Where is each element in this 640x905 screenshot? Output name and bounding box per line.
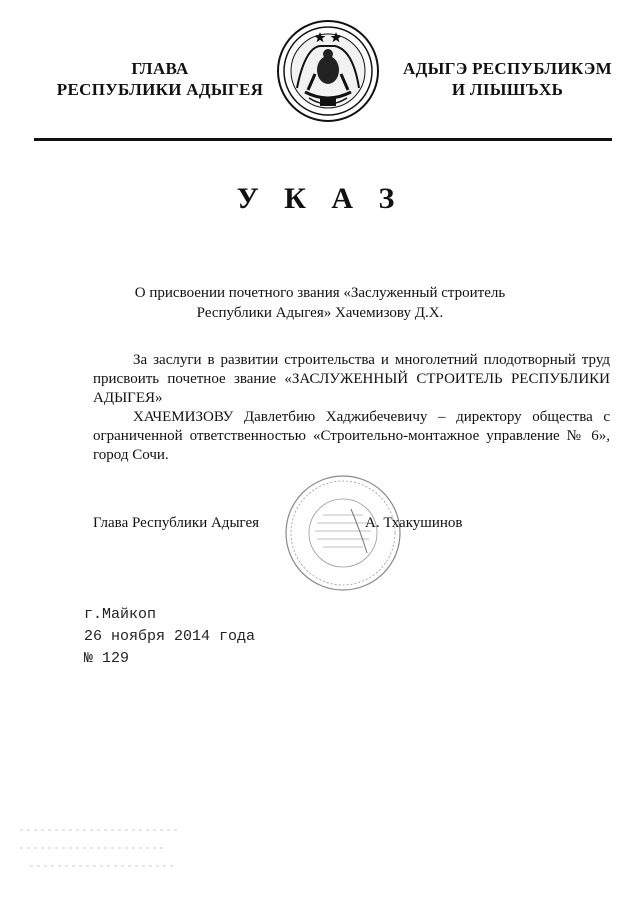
subject-line2: Республики Адыгея» Хачемизову Д.Х. bbox=[196, 305, 444, 321]
subject-line1: О присвоении почетного звания «Заслуженный строитель bbox=[134, 285, 506, 301]
official-stamp-icon bbox=[283, 473, 403, 593]
header-right-line1: АДЫГЭ РЕСПУБЛИКЭМ bbox=[403, 59, 612, 78]
header-left bbox=[40, 58, 280, 100]
document-number: № 129 bbox=[84, 650, 130, 667]
header-right bbox=[395, 58, 620, 100]
coat-of-arms-icon bbox=[275, 18, 381, 124]
place-city: г.Майкоп bbox=[84, 606, 157, 623]
bleed-through-marks bbox=[15, 820, 185, 880]
body-paragraph-1: За заслуги в развитии строительства и многолетний плодотворный труд присвоить почетное звание «ЗАСЛУЖЕННЫЙ СТРОИТЕЛЬ РЕСПУБЛИКИ АДЫГЕЯ» bbox=[93, 352, 610, 406]
document-body bbox=[93, 351, 610, 465]
header-divider bbox=[34, 138, 612, 141]
header-left-line2: РЕСПУБЛИКИ АДЫГЕЯ bbox=[56, 80, 264, 99]
header-left-line1: ГЛАВА bbox=[131, 59, 189, 78]
body-paragraph-2: ХАЧЕМИЗОВУ Давлетбию Хаджибечевичу – директору общества с ограниченной ответственностью «Строительно-монтажное управление № 6», город Сочи. bbox=[93, 409, 610, 463]
document-subject bbox=[100, 283, 540, 323]
document-title: У К А З bbox=[236, 182, 404, 215]
signatory-name: А. Тхакушинов bbox=[365, 515, 463, 531]
header-right-line2: И ЛІЫШЪХЬ bbox=[451, 80, 564, 99]
signatory-title: Глава Республики Адыгея bbox=[93, 515, 260, 531]
document-date: 26 ноября 2014 года bbox=[84, 628, 256, 645]
